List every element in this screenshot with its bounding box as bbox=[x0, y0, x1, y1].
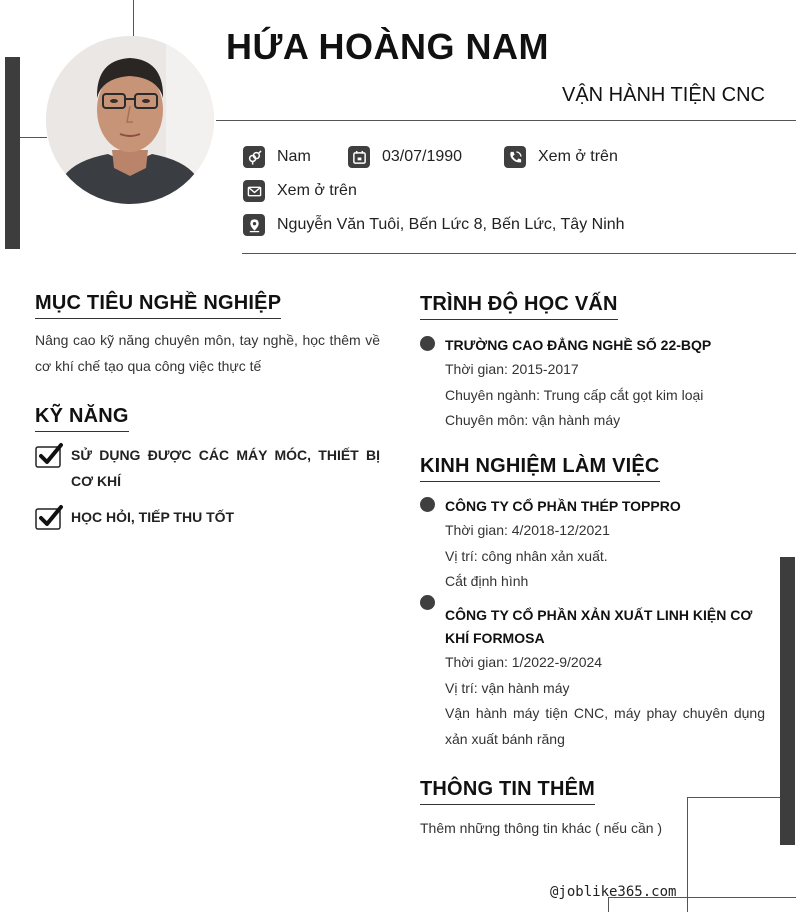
checkbox-checked-icon bbox=[35, 442, 63, 468]
address-value: Nguyễn Văn Tuôi, Bến Lức 8, Bến Lức, Tây Ninh bbox=[277, 216, 625, 233]
left-divider-horizontal bbox=[20, 137, 47, 138]
education-time: Thời gian: 2015-2017 bbox=[445, 361, 579, 377]
extra-section bbox=[420, 778, 765, 841]
experience-entry bbox=[420, 604, 765, 752]
checkbox-checked-icon bbox=[35, 504, 63, 530]
avatar bbox=[46, 36, 214, 204]
contact-phone bbox=[504, 146, 618, 168]
skill-item bbox=[35, 442, 380, 494]
phone-icon bbox=[504, 146, 526, 168]
education-title: TRÌNH ĐỘ HỌC VẤN bbox=[420, 293, 618, 320]
contact-gender bbox=[243, 146, 311, 168]
skills-title: KỸ NĂNG bbox=[35, 405, 129, 432]
calendar-icon bbox=[348, 146, 370, 168]
mail-icon bbox=[243, 180, 265, 202]
school-name: TRƯỜNG CAO ĐẲNG NGHỀ SỐ 22-BQP bbox=[445, 337, 712, 353]
contact-email bbox=[243, 180, 357, 202]
gender-icon bbox=[243, 146, 265, 168]
education-entry bbox=[420, 334, 765, 434]
skills-section bbox=[35, 405, 380, 530]
experience-description: Cắt định hình bbox=[445, 573, 529, 589]
gender-value: Nam bbox=[277, 148, 311, 165]
phone-value: Xem ở trên bbox=[538, 148, 618, 165]
experience-time: Thời gian: 1/2022-9/2024 bbox=[445, 654, 603, 670]
extra-text: Thêm những thông tin khác ( nếu cần ) bbox=[420, 820, 663, 836]
contact-address bbox=[243, 214, 625, 236]
experience-entry bbox=[420, 495, 765, 595]
extra-title: THÔNG TIN THÊM bbox=[420, 778, 595, 805]
header-divider bbox=[216, 120, 796, 121]
birthdate-value: 03/07/1990 bbox=[382, 148, 463, 165]
location-icon bbox=[243, 214, 265, 236]
company-name: CÔNG TY CỔ PHẦN XẢN XUẤT LINH KIỆN CƠ KHÍ FORMOSA bbox=[445, 607, 753, 646]
bullet-icon bbox=[420, 497, 435, 512]
experience-description: Vận hành máy tiện CNC, máy phay chuyên dụng xản xuất bánh răng bbox=[445, 705, 765, 747]
left-accent-bar bbox=[5, 57, 20, 249]
experience-time: Thời gian: 4/2018-12/2021 bbox=[445, 522, 610, 538]
skill-label: SỬ DỤNG ĐƯỢC CÁC MÁY MÓC, THIẾT BỊ CƠ KHÍ bbox=[71, 447, 380, 489]
education-subject: Chuyên môn: vận hành máy bbox=[445, 412, 621, 428]
experience-title-wrap bbox=[420, 455, 660, 482]
top-divider-vertical bbox=[133, 0, 134, 36]
bullet-icon bbox=[420, 595, 435, 610]
experience-title: KINH NGHIỆM LÀM VIỆC bbox=[420, 455, 660, 482]
skill-item bbox=[35, 504, 380, 530]
contact-divider bbox=[242, 253, 796, 254]
job-title: VẬN HÀNH TIỆN CNC bbox=[562, 84, 765, 106]
bullet-icon bbox=[420, 336, 435, 351]
objective-text: Nâng cao kỹ năng chuyên môn, tay nghề, học thêm về cơ khí chế tạo qua công việc thực tế bbox=[35, 332, 380, 374]
watermark-text: @joblike365.com bbox=[550, 884, 677, 900]
education-major: Chuyên ngành: Trung cấp cắt gọt kim loại bbox=[445, 386, 704, 403]
company-name: CÔNG TY CỔ PHẦN THÉP TOPPRO bbox=[445, 498, 681, 514]
email-value: Xem ở trên bbox=[277, 182, 357, 199]
objective-section bbox=[35, 292, 380, 379]
objective-title: MỤC TIÊU NGHỀ NGHIỆP bbox=[35, 292, 281, 319]
education-title-wrap bbox=[420, 293, 618, 320]
skill-label: HỌC HỎI, TIẾP THU TỐT bbox=[71, 509, 235, 525]
candidate-name: HỨA HOÀNG NAM bbox=[226, 26, 550, 67]
experience-position: Vị trí: công nhân xản xuất. bbox=[445, 547, 608, 564]
portrait-photo bbox=[46, 36, 214, 204]
right-accent-bar bbox=[780, 557, 795, 845]
experience-position: Vị trí: vận hành máy bbox=[445, 679, 570, 696]
contact-birthdate bbox=[348, 146, 462, 168]
